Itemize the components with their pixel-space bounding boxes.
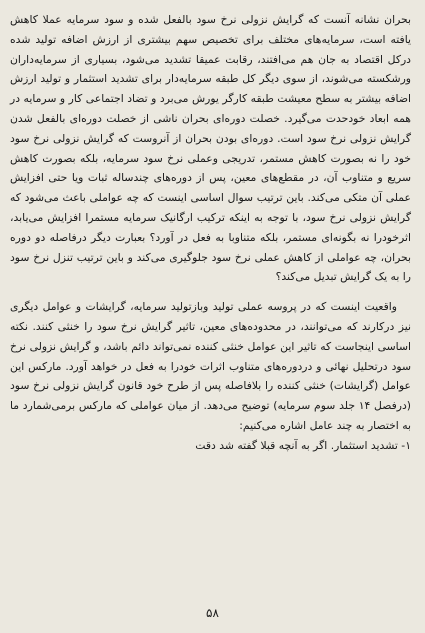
page-number: ۵۸ <box>206 606 219 620</box>
paragraph-counter-tendencies: واقعیت اینست که در پروسه عملی تولید وبازتولید سرمایه، گرایشات و عوامل دیگری نیز دركارند که می‌توانند، در محدوده‌های معین، تاثیر گرایش نرخ سود را خنثی کنند. نکته اساسی اینجاست که تاثیر این عوامل خنثی کننده نمی‌تواند دائم باشد، و گرایش نزولی نرخ سود درتحلیل نهائی و دردوره‌های متناوب اثرات خودرا به فعل در خواهد آورد. مارکس این عوامل (گرایشات) خنثی کننده را بلافاصله پس از طرح خود قانون گرایش نزولی نرخ سود (درفصل ۱۴ جلد سوم سرمایه) توضیح می‌دهد. از میان عواملی که مارکس برمی‌شمارد ما به اختصار به چند عامل اشاره می‌کنیم: <box>10 300 411 432</box>
section-heading-exploitation: ۱- تشدید استثمار. اگر به آنچه قبلا گفته شد دقت <box>195 438 411 452</box>
paragraph-crisis: بحران نشانه آنست که گرایش نزولی نرخ سود بالفعل شده و سود سرمایه عملا کاهش یافته است، سرمایه‌های مختلف برای تخصیص سهم بیشتری از ارزش اضافه تولید شده درکل اقتصاد به جان هم می‌افتند، رقابت عمیقا تشدید می‌شود، بسیاری از سرمایه‌داران ورشکسته می‌شوند، از سوی دیگر کل طبقه سرمایه‌دار برای تشدید استثمار و تولید ارزش اضافه بیشتر به سطح معیشت طبقه کارگر یورش می‌برد و تضاد اجتماعی کار و سرمایه در همه ابعاد خودحدت می‌گیرد. خصلت دوره‌ای بحران ناشی از خصلت دوره‌ای بالفعل شدن گرایش نزولی نرخ سود است. دوره‌ای بودن بحران از آنروست که گرایش نزولی نرخ سود خود را نه بصورت کاهش مستمر، تدریجی وعملی نرخ سود سرمایه، بلکه بصورت کاهش سریع و متناوب آن، در مقطع‌های معین، پس از دوره‌های چندساله ثبات ویا حتی افزایش عملی آن متکی می‌کند. باین ترتیب سوال اساسی اینست که چه عواملی باعث می‌شود که گرایش نزولی نرخ سود، با توجه به اینکه ترکیب ارگانیک سرمایه مستمرا افزایش می‌یابد، اثرخودرا نه بگونه‌ای مستمر، بلکه متناوبا به فعل در آورد؟ بعبارت دیگر درفاصله دو دوره بحران، چه عواملی از کاهش عملی نرخ سود جلوگیری می‌کند و باین ترتیب تنزل نرخ سود را به یک گرایش تبدیل می‌کند؟ <box>10 13 411 284</box>
